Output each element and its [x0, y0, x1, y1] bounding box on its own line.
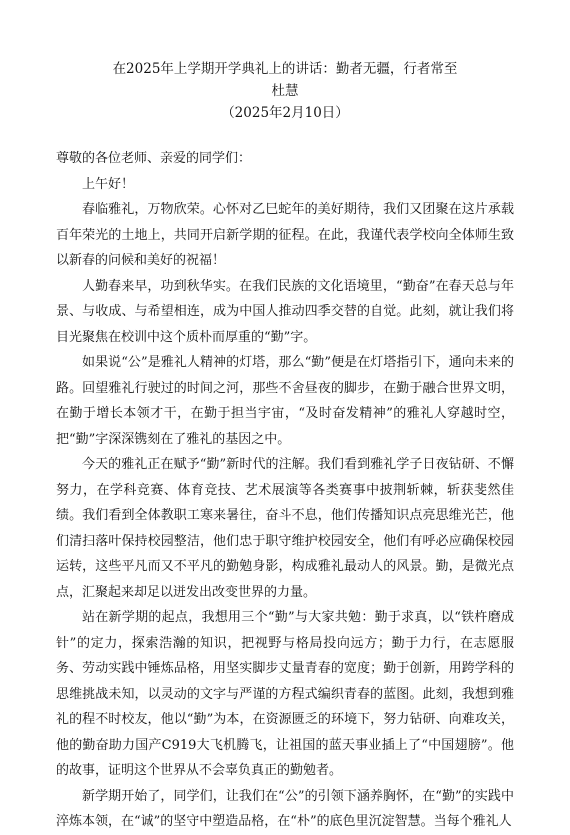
- speech-author: 杜慧: [271, 83, 299, 99]
- paragraph-2: 人勤春来早，功到秋华实。在我们民族的文化语境里，“勤奋”在春天总与年景、与收成、与希望相连，成为中国人推动四季交替的自觉。此刻，就让我们将目光聚焦在校训中这个质朴而厚重的“勤”字。: [56, 278, 514, 345]
- document-header: [0, 0, 570, 124]
- paragraph-5: 站在新学期的起点，我想用三个“勤”与大家共勉：勤于求真，以“铁杵磨成针”的定力，探索浩瀚的知识，把视野与格局投向远方；勤于力行，在志愿服务、劳动实践中锤炼品格，用坚实脚步丈量青春的宽度；勤于创新，用跨学科的思维挑战未知，以灵动的文字与严谨的方程式编织青春的蓝图。此刻，我想到雅礼的程不时校友，他以“勤”为本，在资源匮乏的环境下，努力钻研、向难攻关，他的勤奋助力国产C919大飞机腾飞，让祖国的蓝天事业插上了“中国翅膀”。他的故事，证明这个世界从不会辜负真正的勤勉者。: [56, 610, 514, 778]
- greeting: 上午好！: [82, 176, 135, 192]
- paragraph-3: 如果说“公”是雅礼人精神的灯塔，那么“勤”便是在灯塔指引下，通向未来的路。回望雅礼行驶过的时间之河，那些不舍昼夜的脚步，在勤于融合世界文明，在勤于增长本领才干，在勤于担当宇宙，“及时奋发精神”的雅礼人穿越时空，把“勤”字深深镌刻在了雅礼的基因之中。: [56, 355, 514, 447]
- paragraph-1: 春临雅礼，万物欣荣。心怀对乙巳蛇年的美好期待，我们又团聚在这片承载百年荣光的土地上，共同开启新学期的征程。在此，我谨代表学校向全体师生致以新春的问候和美好的祝福！: [56, 202, 514, 268]
- salutation: 尊敬的各位老师、亲爱的同学们：: [56, 151, 252, 166]
- paragraph-4: 今天的雅礼正在赋予“勤”新时代的注解。我们看到雅礼学子日夜钻研、不懈努力，在学科竞赛、体育竞技、艺术展演等各类赛事中披荆斩棘，斩获斐然佳绩。我们看到全体教职工寒来暑往，奋斗不息，他们传播知识点亮思维光芒，他们清扫落叶保持校园整洁，他们忠于职守维护校园安全，他们有呼必应确保校园运转，这些平凡而又不平凡的勤勉身影，构成雅礼最动人的风景。勤，是微光点点，汇聚起来却足以迸发出改变世界的力量。: [56, 457, 514, 600]
- speech-date: （2025年2月10日）: [221, 105, 349, 121]
- speech-body: [56, 146, 514, 835]
- paragraph-6: 新学期开始了，同学们，让我们在“公”的引领下涵养胸怀，在“勤”的实践中淬炼本领，在“诚”的坚守中塑造品格，在“朴”的底色里沉淀智慧。当每个雅礼人: [56, 788, 514, 829]
- speech-title: 在2025年上学期开学典礼上的讲话：勤者无疆，行者常至: [112, 61, 458, 77]
